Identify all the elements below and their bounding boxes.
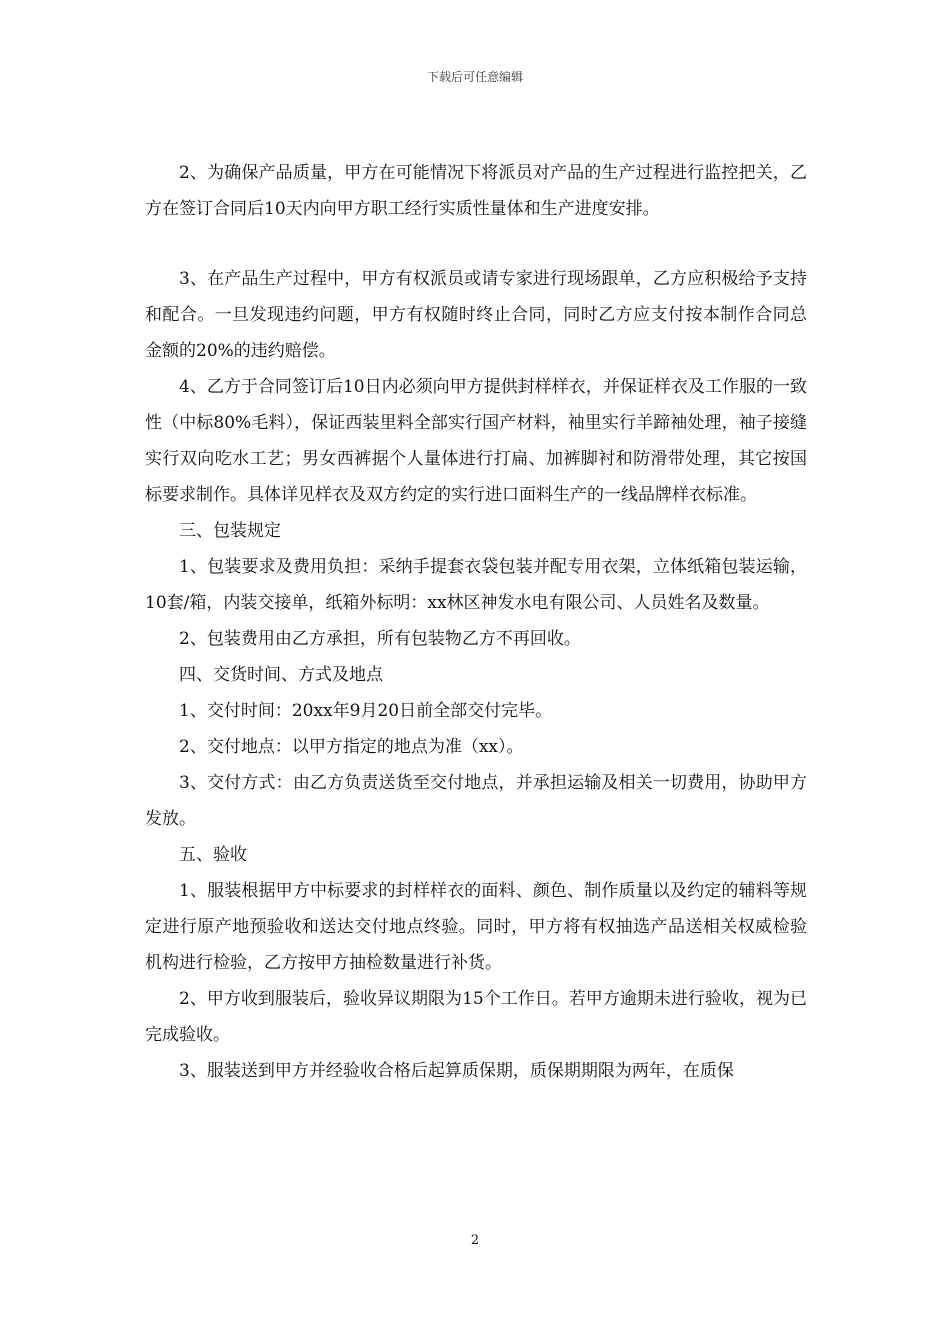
paragraph-packaging-cost: 2、包装费用由乙方承担，所有包装物乙方不再回收。 (179, 629, 581, 649)
paragraph-acceptance-inspection: 1、服装根据甲方中标要求的封样样衣的面料、颜色、制作质量以及约定的辅料等规定进行原产地预验收和送达交付地点终验。同时，甲方将有权抽选产品送相关权威检验机构进行检验，乙方按甲方抽检数量进行补货。 (145, 881, 807, 973)
paragraph-production-followup: 3、在产品生产过程中，甲方有权派员或请专家进行现场跟单，乙方应积极给予支持和配合。一旦发现违约问题，甲方有权随时终止合同，同时乙方应支付按本制作合同总金额的20%的违约赔偿。 (145, 269, 807, 361)
paragraph-delivery-time: 1、交付时间：20xx年9月20日前全部交付完毕。 (179, 701, 553, 721)
paragraph-sample-garment: 4、乙方于合同签订后10日内必须向甲方提供封样样衣，并保证样衣及工作服的一致性（中标80%毛料），保证西装里料全部实行国产材料，袖里实行羊蹄袖处理，袖子接缝实行双向吃水工艺；男女西裤据个人量体进行打扁、加裤脚衬和防滑带处理，其它按国标要求制作。具体详见样衣及双方约定的实行进口面料生产的一线品牌样衣标准。 (145, 377, 807, 505)
paragraph-packaging-requirements: 1、包装要求及费用负担：采纳手提套衣袋包装并配专用衣架，立体纸箱包装运输，10套/箱，内装交接单，纸箱外标明：xx林区神发水电有限公司、人员姓名及数量。 (145, 557, 807, 613)
document-body (145, 155, 807, 1089)
section-heading-packaging: 三、包装规定 (179, 521, 281, 541)
page-number: 2 (470, 1233, 480, 1248)
paragraph-delivery-location: 2、交付地点：以甲方指定的地点为准（xx）。 (179, 737, 524, 757)
paragraph-delivery-method: 3、交付方式：由乙方负责送货至交付地点，并承担运输及相关一切费用，协助甲方发放。 (145, 773, 807, 829)
paragraph-quality-monitoring: 2、为确保产品质量，甲方在可能情况下将派员对产品的生产过程进行监控把关，乙方在签订合同后10天内向甲方职工经行实质性量体和生产进度安排。 (145, 163, 807, 219)
paragraph-acceptance-period: 2、甲方收到服装后，验收异议期限为15个工作日。若甲方逾期未进行验收，视为已完成验收。 (145, 989, 807, 1045)
section-heading-acceptance: 五、验收 (179, 845, 247, 865)
paragraph-warranty: 3、服装送到甲方并经验收合格后起算质保期，质保期期限为两年，在质保 (179, 1061, 734, 1081)
page-header: 下载后可任意编辑 (426, 70, 523, 84)
section-heading-delivery: 四、交货时间、方式及地点 (179, 665, 383, 685)
